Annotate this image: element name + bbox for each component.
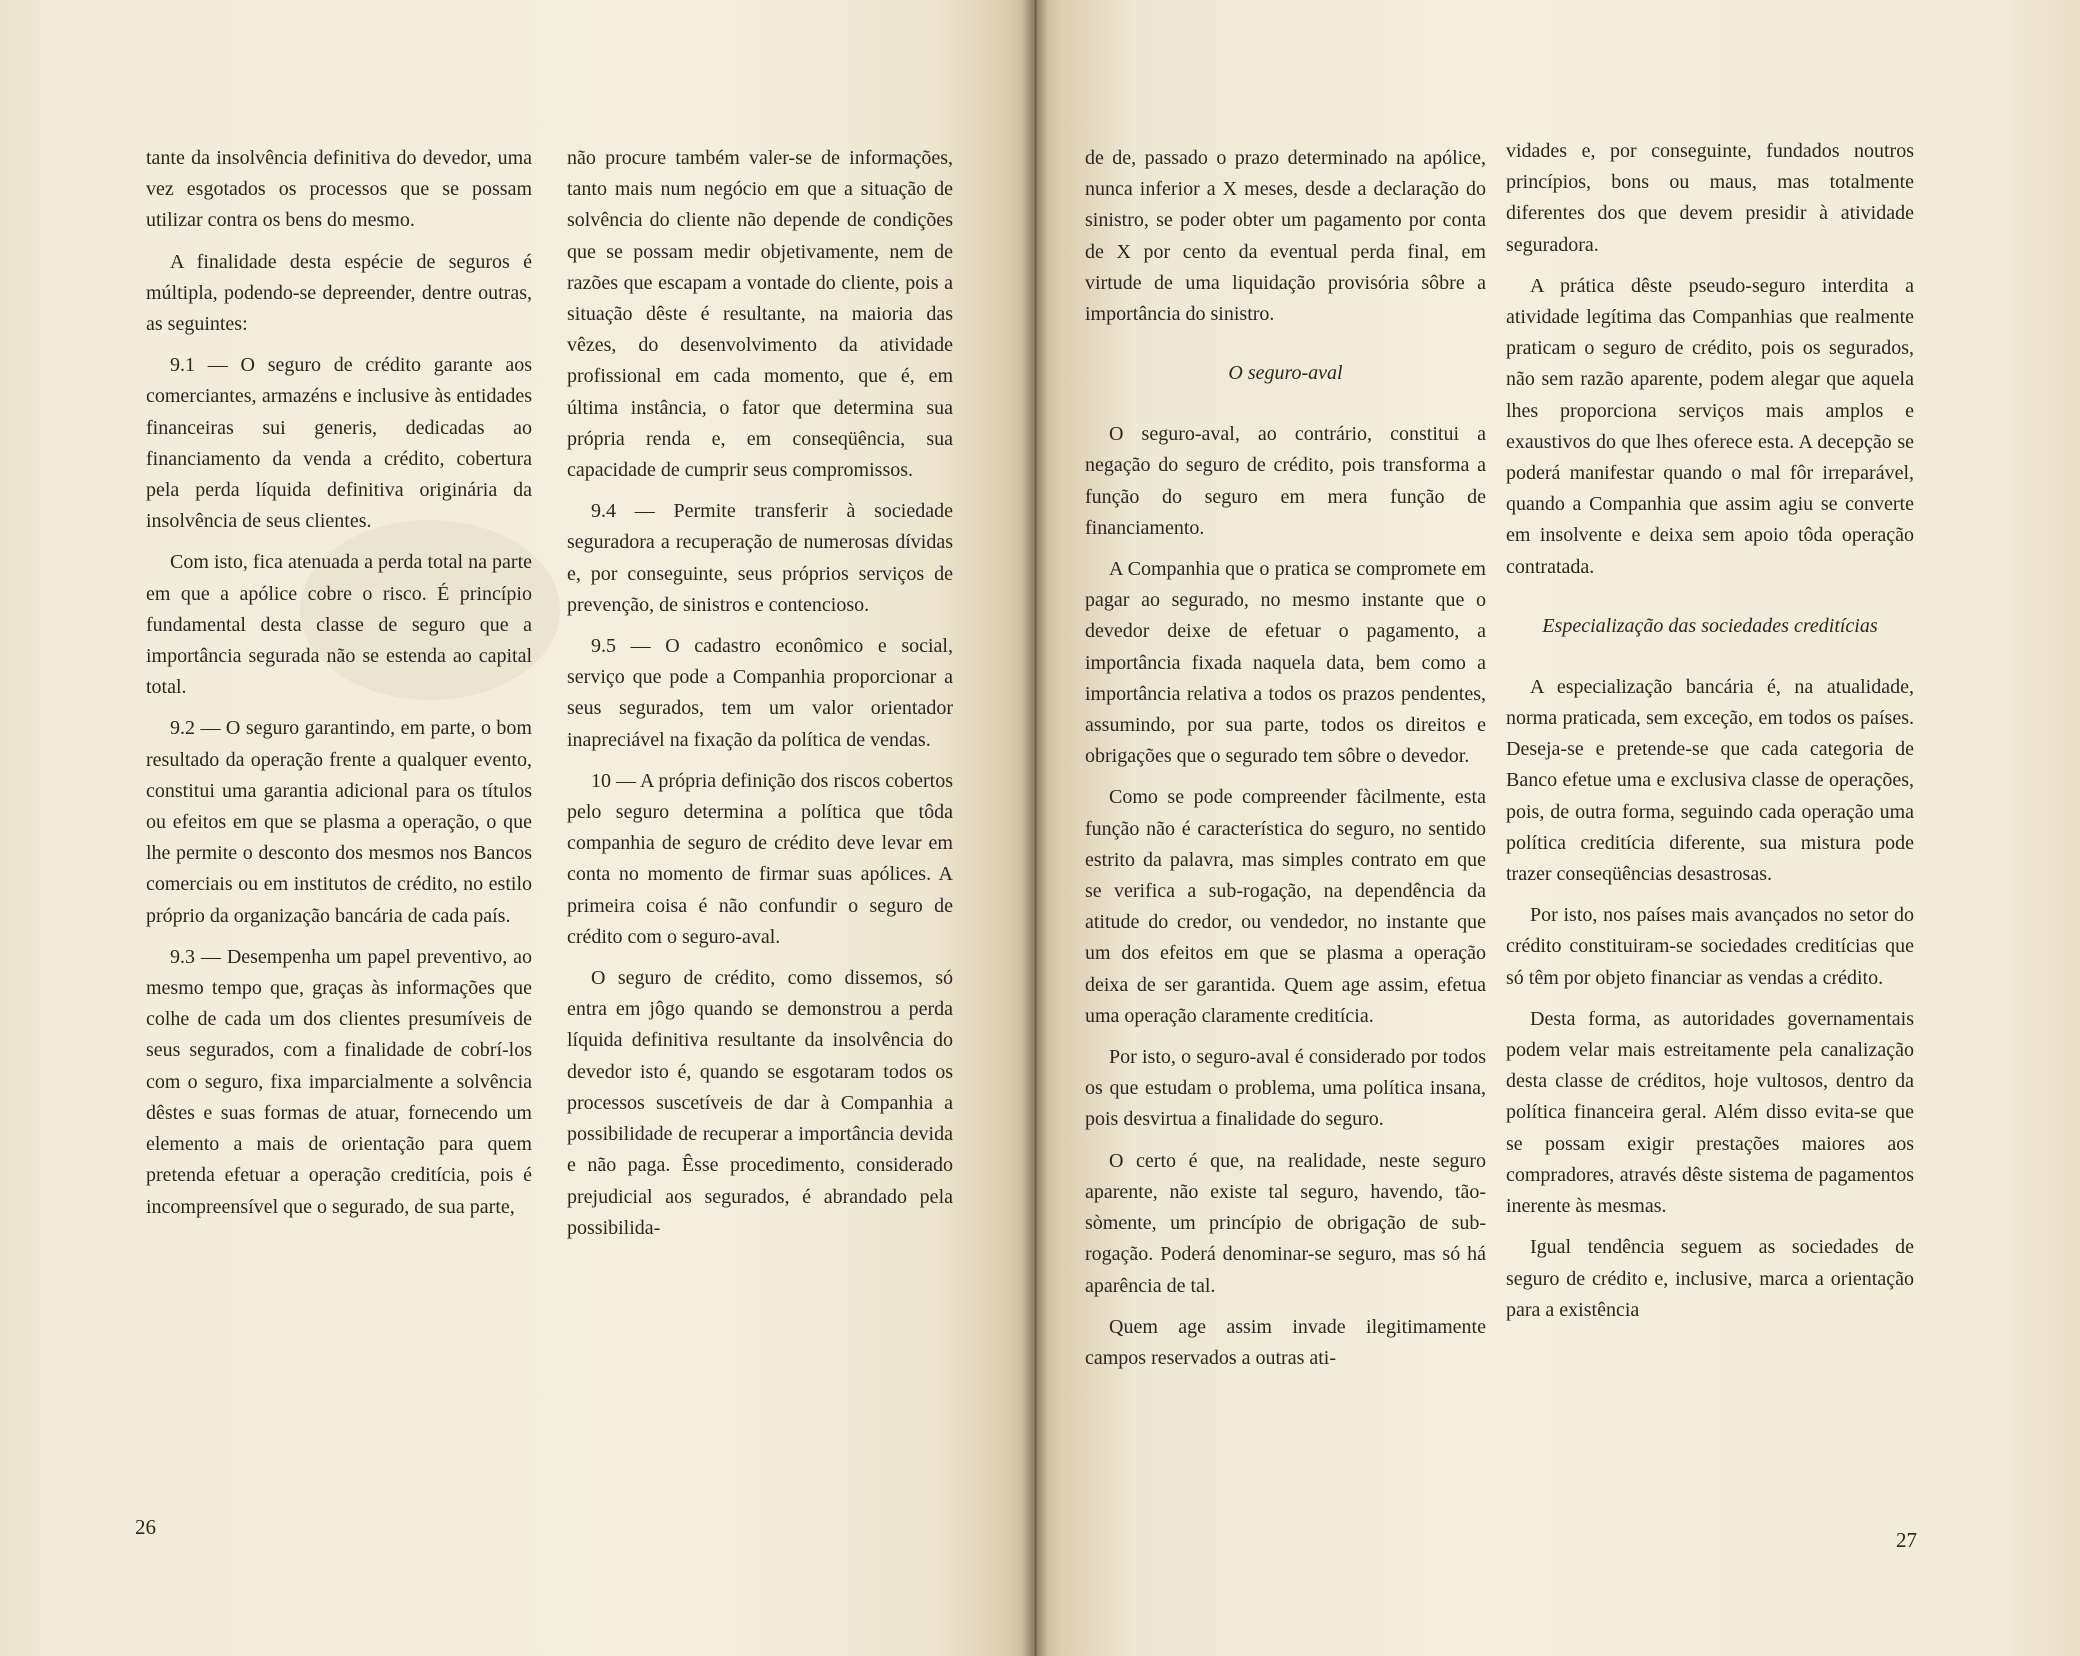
paragraph: tante da insolvência definitiva do devedor, uma vez esgotados os processos que se possam utilizar contra os bens do mesmo. [146, 147, 532, 232]
left-column-1 [146, 143, 532, 1233]
page-number-left: 26 [135, 1515, 156, 1539]
paragraph: 9.3 — Desempenha um papel preventivo, ao mesmo tempo que, graças às informações que colhe de cada um dos clientes presumíveis de seus segurados, com a finalidade de cobrí-los com o seguro, fixa imparcialmente a solvência dêstes e suas formas de atuar, fornecendo um elemento a mais de orientação para quem pretenda efetuar a operação creditícia, pois é incompreensível que o segurado, de sua parte, [146, 945, 532, 1218]
paragraph: vidades e, por conseguinte, fundados noutros princípios, bons ou maus, mas totalmente diferentes dos que devem presidir à atividade seguradora. [1506, 140, 1914, 256]
right-column-1 [1085, 143, 1486, 1384]
paragraph: O certo é que, na realidade, neste seguro aparente, não existe tal seguro, havendo, tão-sòmente, um princípio de obrigação de sub-rogação. Poderá denominar-se seguro, mas só há aparência de tal. [1085, 1149, 1486, 1297]
paragraph: Com isto, fica atenuada a perda total na parte em que a apólice cobre o risco. É princípio fundamental desta classe de seguro que a importância segurada não se estenda ao capital total. [146, 551, 532, 699]
right-column-2 [1506, 136, 1914, 1336]
paragraph: 9.1 — O seguro de crédito garante aos comerciantes, armazéns e inclusive às entidades financeiras sui generis, dedicadas ao financiamento da venda a crédito, cobertura pela perda líquida definitiva originária da insolvência de seus clientes. [146, 354, 532, 533]
paragraph: 10 — A própria definição dos riscos cobertos pelo seguro determina a política que tôda companhia de seguro de crédito deve levar em conta no momento de firmar suas apólices. A primeira coisa é não confundir o seguro de crédito com o seguro-aval. [567, 769, 953, 948]
paragraph: Igual tendência seguem as sociedades de seguro de crédito e, inclusive, marca a orientação para a existência [1506, 1236, 1914, 1321]
section-heading-especializacao: Especialização das sociedades creditícias [1542, 614, 1878, 637]
paragraph: O seguro-aval, ao contrário, constitui a negação do seguro de crédito, pois transforma a função do seguro em mera função de financiamento. [1085, 423, 1486, 539]
left-column-2 [567, 143, 953, 1254]
section-heading-seguro-aval: O seguro-aval [1228, 362, 1343, 385]
paragraph: A especialização bancária é, na atualidade, norma praticada, sem exceção, em todos os países. Deseja-se e pretende-se que cada categoria de Banco efetue uma e exclusiva classe de operações, pois, de outra forma, seguindo cada operação uma política creditícia diferente, sua mistura pode trazer conseqüências desastrosas. [1506, 675, 1914, 886]
paragraph: Desta forma, as autoridades governamentais podem velar mais estreitamente pela canalização desta classe de créditos, hoje vultosos, dentro da política financeira geral. Além disso evita-se que se possam exigir prestações maiores aos compradores, através dêste sistema de pagamentos inerente às mesmas. [1506, 1007, 1914, 1218]
paragraph: A finalidade desta espécie de seguros é múltipla, podendo-se depreender, dentre outras, as seguintes: [146, 250, 532, 336]
paragraph: 9.5 — O cadastro econômico e social, serviço que pode a Companhia proporcionar a seus segurados, tem um valor orientador inapreciável na fixação da política de vendas. [567, 635, 953, 751]
right-page [1030, 0, 2080, 1656]
paragraph: Por isto, nos países mais avançados no setor do crédito constituiram-se sociedades creditícias que só têm por objeto financiar as vendas a crédito. [1506, 904, 1914, 989]
paragraph: 9.4 — Permite transferir à sociedade seguradora a recuperação de numerosas dívidas e, por conseguinte, seus próprios serviços de prevenção, de sinistros e contencioso. [567, 500, 953, 616]
paragraph: A Companhia que o pratica se compromete em pagar ao segurado, no mesmo instante que o devedor deixe de efetuar o pagamento, a importância fixada naquela data, bem como a importância relativa a todos os prazos pendentes, assumindo, por sua parte, todos os direitos e obrigações que o segurado tem sôbre o devedor. [1085, 558, 1486, 768]
paragraph: Quem age assim invade ilegitimamente campos reservados a outras ati- [1085, 1315, 1486, 1369]
paragraph: 9.2 — O seguro garantindo, em parte, o bom resultado da operação frente a qualquer evento, constitui uma garantia adicional para os títulos ou efeitos em que se plasma a operação, o que lhe permite o desconto dos mesmos nos Bancos comerciais ou em institutos de crédito, no estilo próprio da organização bancária de cada país. [146, 717, 532, 927]
book-gutter [1022, 0, 1048, 1656]
page-number-right: 27 [1896, 1528, 1917, 1552]
paragraph: não procure também valer-se de informações, tanto mais num negócio em que a situação de solvência do cliente não depende de condições que se possam medir objetivamente, nem de razões que escapam a vontade do cliente, pois a situação dêste é resultante, na maioria das vêzes, do desenvolvimento da atividade profissional em cada momento, que é, em última instância, o fator que determina sua própria renda e, em conseqüência, sua capacidade de cumprir seus compromissos. [567, 147, 953, 482]
left-page [0, 0, 1038, 1656]
paragraph: A prática dêste pseudo-seguro interdita a atividade legítima das Companhias que realmente praticam o seguro de crédito, pois os segurados, não sem razão aparente, podem alegar que aquela lhes proporciona serviços mais amplos e exaustivos do que lhes oferece esta. A decepção se poderá manifestar quando o mal fôr irreparável, quando a Companhia que assim agiu se converte em insolvente e deixa sem apoio tôda operação contratada. [1506, 274, 1914, 578]
paragraph: de de, passado o prazo determinado na apólice, nunca inferior a X meses, desde a declaração do sinistro, se poder obter um pagamento por conta de X por cento da eventual perda final, em virtude de uma liquidação provisória sôbre a importância do sinistro. [1085, 147, 1486, 326]
paragraph: O seguro de crédito, como dissemos, só entra em jôgo quando se demonstrou a perda líquida definitiva resultante da insolvência do devedor isto é, quando se esgotaram todos os processos suscetíveis de dar à Companhia a possibilidade de recuperar a importância devida e não paga. Êsse procedimento, considerado prejudicial aos segurados, é abrandado pela possibilida- [567, 967, 953, 1239]
paragraph: Como se pode compreender fàcilmente, esta função não é característica do seguro, no sentido estrito da palavra, mas simples contrato em que se verifica a sub-rogação, na dependência da atitude do credor, ou vendedor, no instante que um dos efeitos em que se plasma a operação deixa de ser garantida. Quem age assim, efetua uma operação claramente creditícia. [1085, 786, 1486, 1027]
paragraph: Por isto, o seguro-aval é considerado por todos os que estudam o problema, uma política insana, pois desvirtua a finalidade do seguro. [1085, 1046, 1486, 1131]
